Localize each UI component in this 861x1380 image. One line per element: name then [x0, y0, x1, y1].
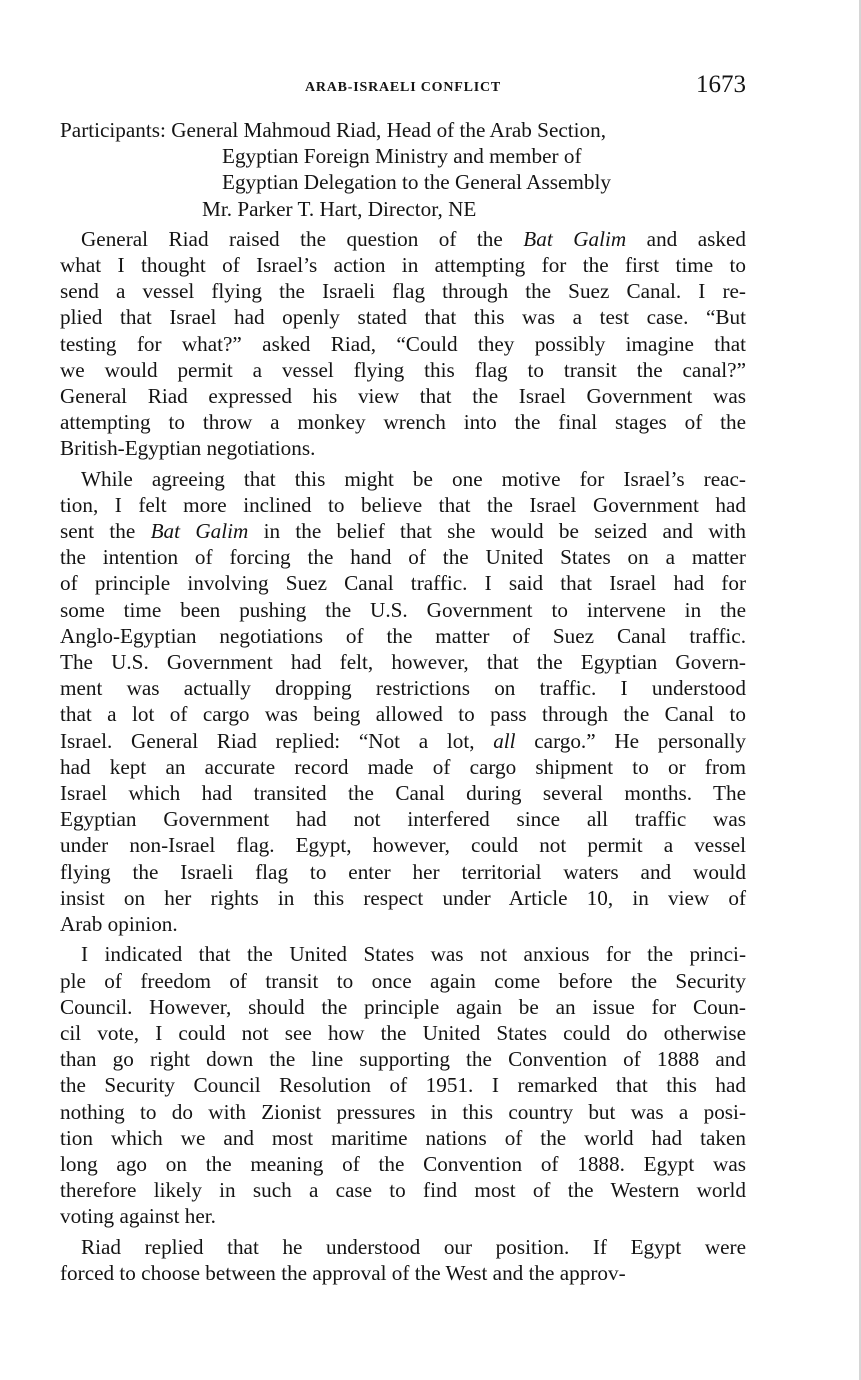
text-line [60, 492, 746, 518]
text-segment: tion which we and most maritime nations of the world had taken [60, 1125, 746, 1150]
document-body [60, 117, 746, 1290]
text-segment: send a vessel flying the Israeli flag through the Suez Canal. I re- [60, 279, 746, 304]
text-segment: Council. However, should the principle again be an issue for Coun- [60, 994, 746, 1019]
page-header [60, 72, 746, 106]
text-segment: General Riad expressed his view that the Israel Government was [60, 384, 746, 409]
text-line [60, 383, 746, 409]
text-line [60, 518, 746, 544]
page-number: 1673 [696, 71, 746, 98]
text-line [60, 252, 746, 278]
text-line [60, 409, 746, 435]
text-segment: Israel. General Riad replied: “Not a lot, [60, 728, 494, 753]
text-line [60, 1177, 746, 1203]
text-segment: what I thought of Israel’s action in attempting for the first time to [60, 253, 746, 278]
text-segment: under non-Israel flag. Egypt, however, could not permit a vessel [60, 833, 746, 858]
text-segment: in the belief that she would be seized and with [248, 519, 746, 544]
participants-block [60, 117, 746, 222]
text-line [60, 911, 746, 937]
italic-text: all [493, 728, 516, 753]
body-paragraph [60, 1234, 746, 1286]
text-segment: flying the Israeli flag to enter her territorial waters and would [60, 859, 746, 884]
text-segment: the intention of forcing the hand of the United States on a matter [60, 545, 746, 570]
text-line [60, 466, 746, 492]
text-segment: some time been pushing the U.S. Government to intervene in the [60, 597, 746, 622]
text-segment: long ago on the meaning of the Convention of 1888. Egypt was [60, 1151, 746, 1176]
body-paragraph [60, 226, 746, 462]
text-segment: tion, I felt more inclined to believe that the Israel Government had [60, 492, 746, 517]
text-segment: ment was actually dropping restrictions on traffic. I understood [60, 676, 746, 701]
text-segment: than go right down the line supporting the Convention of 1888 and [60, 1047, 746, 1072]
text-line [60, 1151, 746, 1177]
text-line [60, 435, 746, 461]
text-segment: cargo.” He personally [515, 728, 746, 753]
text-segment: Egyptian Government had not interfered since all traffic was [60, 807, 746, 832]
text-segment: that a lot of cargo was being allowed to pass through the Canal to [60, 702, 746, 727]
text-segment: While agreeing that this might be one motive for Israel’s reac- [81, 466, 746, 491]
text-segment: sent the [60, 519, 151, 544]
text-line [60, 357, 746, 383]
text-segment: insist on her rights in this respect under Article 10, in view of [60, 885, 746, 910]
text-segment: had kept an accurate record made of cargo shipment to or from [60, 754, 746, 779]
text-segment: testing for what?” asked Riad, “Could they possibly imagine that [60, 331, 746, 356]
text-line [60, 885, 746, 911]
text-segment: and asked [626, 226, 746, 251]
text-line [60, 1020, 746, 1046]
text-line [60, 226, 746, 252]
text-line [60, 1046, 746, 1072]
text-line [60, 780, 746, 806]
text-segment: I indicated that the United States was not anxious for the princi- [81, 942, 746, 967]
participants-line: Participants: General Mahmoud Riad, Head of the Arab Section, [60, 118, 607, 142]
text-line [60, 994, 746, 1020]
text-line [60, 278, 746, 304]
participants-line: Egyptian Delegation to the General Assembly [222, 170, 611, 195]
text-segment: the Security Council Resolution of 1951. I remarked that this had [60, 1073, 746, 1098]
body-paragraph [60, 941, 746, 1229]
text-line [60, 570, 746, 596]
text-segment: Anglo-Egyptian negotiations of the matter of Suez Canal traffic. [60, 623, 746, 648]
text-segment: attempting to throw a monkey wrench into the final stages of the [60, 410, 746, 435]
text-line [60, 859, 746, 885]
text-line [60, 754, 746, 780]
text-segment: Riad replied that he understood our position. If Egypt were [81, 1234, 746, 1259]
text-segment: Arab opinion. [60, 912, 178, 937]
text-line [60, 623, 746, 649]
text-line [60, 806, 746, 832]
text-segment: plied that Israel had openly stated that this was a test case. “But [60, 305, 746, 330]
text-line [60, 832, 746, 858]
text-segment: voting against her. [60, 1204, 216, 1229]
text-line [60, 544, 746, 570]
text-line [60, 701, 746, 727]
text-segment: we would permit a vessel flying this flag to transit the canal?” [60, 357, 746, 382]
text-line [60, 728, 746, 754]
text-line [60, 649, 746, 675]
text-segment: therefore likely in such a case to find most of the Western world [60, 1178, 746, 1203]
text-line [60, 1099, 746, 1125]
text-segment: British-Egyptian negotiations. [60, 436, 316, 461]
text-line [60, 1234, 746, 1260]
text-line [60, 331, 746, 357]
text-segment: forced to choose between the approval of the West and the approv- [60, 1260, 626, 1285]
text-segment: Israel which had transited the Canal during several months. The [60, 781, 746, 806]
text-segment: ple of freedom of transit to once again come before the Security [60, 968, 746, 993]
text-segment: of principle involving Suez Canal traffic. I said that Israel had for [60, 571, 746, 596]
text-segment: General Riad raised the question of the [81, 226, 524, 251]
text-line [60, 597, 746, 623]
participants-line: Egyptian Foreign Ministry and member of [222, 144, 582, 169]
text-segment: cil vote, I could not see how the United States could do otherwise [60, 1020, 746, 1045]
text-line [60, 304, 746, 330]
text-line [60, 1072, 746, 1098]
text-line [60, 675, 746, 701]
italic-text: Bat Galim [523, 226, 627, 251]
text-segment: nothing to do with Zionist pressures in this country but was a posi- [60, 1099, 746, 1124]
participants-line: Mr. Parker T. Hart, Director, NE [202, 196, 477, 221]
text-line [60, 968, 746, 994]
text-line [60, 941, 746, 967]
running-title: ARAB-ISRAELI CONFLICT [304, 80, 502, 95]
text-line [60, 1260, 746, 1286]
text-segment: The U.S. Government had felt, however, that the Egyptian Govern- [60, 650, 746, 675]
body-paragraphs [60, 226, 746, 1286]
italic-text: Bat Galim [150, 519, 249, 544]
text-line [60, 1203, 746, 1229]
body-paragraph [60, 466, 746, 938]
text-line [60, 1125, 746, 1151]
